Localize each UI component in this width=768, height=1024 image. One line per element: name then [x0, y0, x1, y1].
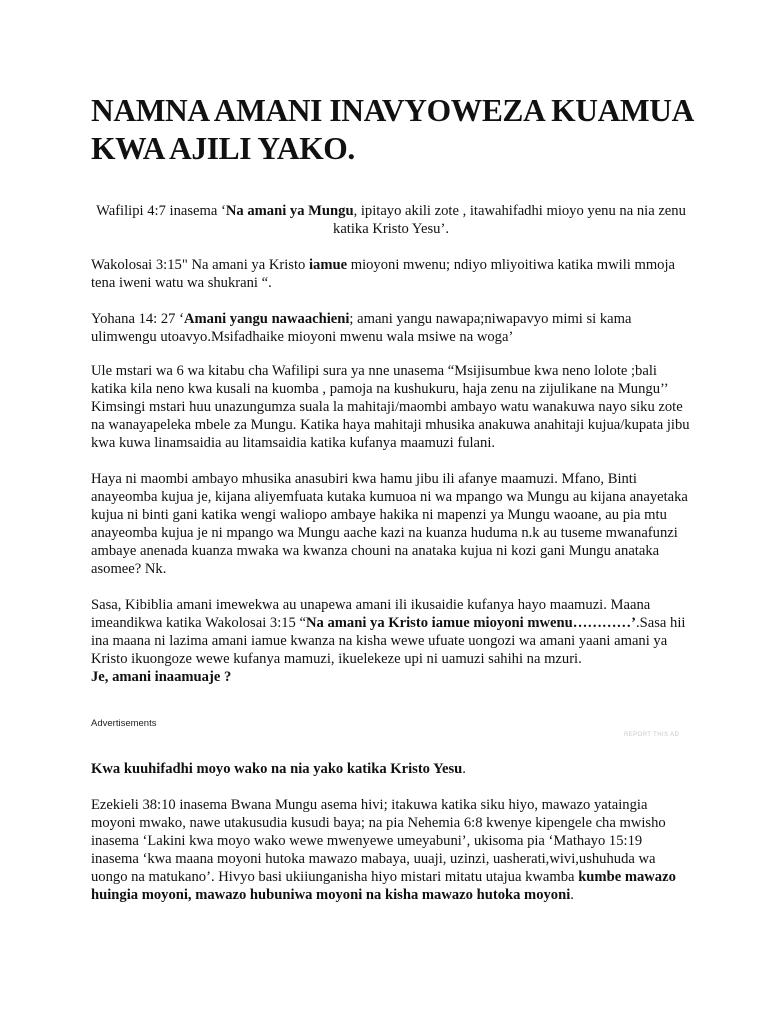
paragraph-wafilipi-quote	[91, 202, 691, 238]
bold-text: Amani yangu nawaachieni	[183, 311, 350, 327]
bold-text: Na amani ya Kristo iamue mioyoni mwenu…………’	[305, 615, 636, 631]
text-segment: .	[570, 887, 574, 903]
bold-text: Na amani ya Mungu	[225, 203, 354, 219]
text-segment: Yohana 14: 27 ‘	[91, 311, 184, 327]
text-segment: Wafilipi 4:7 inasema ‘	[96, 203, 226, 219]
bold-text: iamue	[308, 257, 348, 273]
report-ad-link[interactable]: REPORT THIS AD	[624, 732, 680, 738]
paragraph-kuuhifadhi	[91, 760, 691, 778]
paragraph-ezekieli	[91, 796, 691, 904]
paragraph-wafilipi-explanation: Ule mstari wa 6 wa kitabu cha Wafilipi sura ya nne unasema “Msijisumbue kwa neno lolote ;bali katika kila neno kwa kusali na kuomba , pamoja na kushukuru, haja zenu na zijulikane na Mungu’’ Kimsingi mstari huu unazungumza suala la mahitaji/maombi ambayo watu wanakuwa nayo siku zote na wanayapeleka mbele za Mungu. Katika haya mahitaji mhusika anakuwa anahitaji kujua/kupata jibu kwa kuwa linamsaidia au litamsaidia katika kufanya maamuzi fulani.	[91, 363, 690, 451]
paragraph-amani-decision	[91, 596, 691, 686]
text-segment: mioyoni mwenu; ndiyo mliyoitiwa katika mwili mmoja tena iweni watu wa shukrani “.	[91, 257, 676, 291]
text-segment: .Sasa hii ina maana ni lazima amani iamue kwanza na kisha wewe ufuate uongozi wa amani yaani amani ya Kristo ikuongoze wewe kufanya mamuzi, ikuelekeze upi ni uamuzi sahihi na mzuri.	[91, 615, 686, 667]
bold-text: Kwa kuuhifadhi moyo wako na nia yako katika Kristo Yesu	[91, 761, 463, 777]
text-segment: , ipitayo akili zote , itawahifadhi mioyo yenu na nia zenu katika Kristo Yesu’.	[333, 203, 686, 237]
text-segment: Wakolosai 3:15" Na amani ya Kristo	[91, 257, 309, 273]
paragraph-examples: Haya ni maombi ambayo mhusika anasubiri kwa hamu jibu ili afanye maamuzi. Mfano, Binti anayeomba kujua je, kijana aliyemfuata kutaka kumuoa ni wa mpango wa Mungu au kijana anayetaka kujua ni binti gani katika wengi waliopo ambaye hakika ni mapenzi ya Mungu waoane, au pia mtu anayeomba kujua je ni mpango wa Mungu aache kazi na kuanza huduma n.k au tuseme mwanafunzi ambaye anenada kuanza mwaka wa kwanza chouni na anataka kujua ni kozi gani Mungu anataka asomee? Nk.	[91, 471, 688, 577]
advertisements-label: Advertisements	[91, 718, 157, 729]
bold-text: kumbe mawazo huingia moyoni, mawazo hubuniwa moyoni na kisha mawazo hutoka moyoni	[91, 869, 676, 903]
text-segment: Ezekieli 38:10 inasema Bwana Mungu asema hivi; itakuwa katika siku hiyo, mawazo yataingia moyoni mwako, nawe utakusudia kusudi baya; na pia Nehemia 6:8 kwenye kipengele cha mwisho inasema ‘Lakini kwa moyo wako wewe mwenyewe umeyabuni’, ukisoma pia ‘Mathayo 15:19 inasema ‘kwa maana moyoni hutoka mawazo mabaya, uuaji, uzinzi, uasherati,wivi,ushuhuda wa uongo na matukano’. Hivyo basi ukiiunganisha hiyo mistari mitatu utajua kwamba	[91, 797, 666, 885]
paragraph-wakolosai-quote	[91, 256, 691, 292]
subheading-question: Je, amani inaamuaje ?	[91, 669, 232, 685]
text-segment: .	[462, 761, 466, 777]
paragraph-yohana-quote	[91, 310, 691, 346]
text-segment: ; amani yangu nawapa;niwapavyo mimi si kama ulimwengu utoavyo.Msifadhaike mioyoni mwenu wala msiwe na woga’	[91, 311, 632, 345]
text-segment: Sasa, Kibiblia amani imewekwa au unapewa amani ili ikusaidie kufanya hayo maamuzi. Maana imeandikwa katika Wakolosai 3:15 “	[91, 597, 651, 631]
article-title: NAMNA AMANI INAVYOWEZA KUAMUA KWA AJILI YAKO.	[91, 93, 693, 166]
